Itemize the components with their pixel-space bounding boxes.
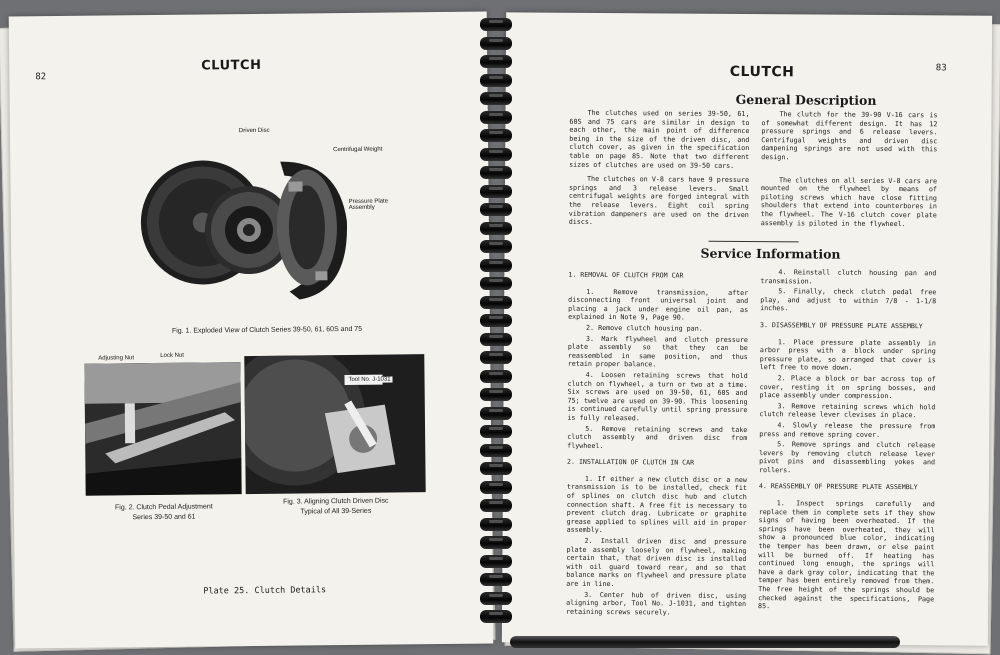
spiral-coil [480,296,512,309]
spiral-coil [480,481,512,494]
installation-step-1: 1. If either a new clutch disc or a new transmission is to be installed, check fit of splines on clutch disc hub and clutch connection shaft. A free fit is necessary to prevent clutch drag. Lubricate or graphite grease applied to splines will aid in proper assembly. [566,474,747,535]
label-driven-disc: Driven Disc [238,127,270,135]
spiral-coil [480,573,512,586]
page-header: CLUTCH [201,57,262,74]
general-description-left-column [569,109,750,234]
service-information-title: Service Information [700,245,841,262]
spiral-coil [480,74,512,87]
spiral-coil [480,536,512,549]
fig2-pedal-adjustment-image [84,362,241,496]
left-page [9,12,494,649]
general-description-right-column [761,110,938,234]
general-description-title: General Description [735,91,877,108]
label-pressure-plate-text: Pressure Plate Assembly [348,198,389,211]
spiral-coil-highlight [489,390,503,393]
spiral-coil-highlight [489,39,503,42]
label-lock-nut: Lock Nut [160,352,184,359]
pen [510,636,900,648]
gd-paragraph-1: The clutches used on series 39-50, 61, 60S and 75 cars are similar in design to each other, the main point of difference being in the size of the driven disc, and clutch cover, as given in the specification table on page 85. Note that two different sizes of clutches are used on 39-50 cars. [569,108,750,170]
gd-paragraph-3: The clutch for the 39-90 V-16 cars is of somewhat different design. It has 12 pressure springs and 6 release levers. Centrifugal weights and driven disc dampening springs are not used with this design. [761,110,938,162]
spiral-coil [480,462,512,475]
label-centrifugal-weight: Centrifugal Weight [333,146,383,154]
spiral-coil-highlight [489,372,503,375]
spiral-coil-highlight [489,224,503,227]
reassembly-section-title: 4. REASSEMBLY OF PRESSURE PLATE ASSEMBLY [758,482,918,492]
spiral-coil [480,444,512,457]
spiral-coil-highlight [489,483,503,486]
spiral-coil-highlight [489,57,503,60]
spiral-coil-highlight [489,76,503,79]
spiral-coil-highlight [489,279,503,282]
removal-step-5: 5. Remove retaining screws and take clutch assembly and driven disc from flywheel. [567,424,748,450]
spiral-coil [480,222,512,235]
fig3-caption-line2: Typical of All 39-Series [300,507,372,516]
spiral-coil [480,351,512,364]
installation-section-title: 2. INSTALLATION OF CLUTCH IN CAR [567,458,695,467]
fig2-caption-line2: Series 39-50 and 61 [132,513,196,522]
disassembly-step-2: 2. Place a block or bar across top of cover, resting it on spring bosses, and place assembly under compression. [759,374,936,401]
fig2-caption-line1: Fig. 2. Clutch Pedal Adjustment [114,503,213,512]
installation-step-2: 2. Install driven disc and pressure plate assembly loosely on flywheel, making certain that, that driven disc is installed with oil guard toward rear, and so that balance marks on flywheel and pressure plate are in line. [566,536,747,589]
spiral-coil [480,185,512,198]
reassembly-step-1: 1. Inspect springs carefully and replace them in complete sets if they show signs of having been overheated. If the springs have been overheated, they will show a pronounced blue color, indicating the temper has been drawn, or else paint will be burned off. If heating has continued long enough, the springs will have a dark gray color, indicating that the temper has been entirely removed from them. The free height of the springs should be checked against the specifications, Page 85. [758,499,935,611]
label-pressure-plate [349,198,403,211]
spiral-coil [480,37,512,50]
spiral-coil [480,407,512,420]
disassembly-step-4: 4. Slowly release the pressure from press and remove spring cover. [759,421,936,439]
spiral-coil-highlight [489,168,503,171]
spiral-coil [480,259,512,272]
spiral-coil-highlight [489,316,503,319]
spiral-coil-highlight [489,464,503,467]
page-number: 82 [35,72,47,83]
spiral-coil-highlight [489,113,503,116]
spiral-coil-highlight [489,538,503,541]
spiral-coil-highlight [489,520,503,523]
removal-step-2: 2. Remove clutch housing pan. [585,323,703,333]
spiral-coil [480,555,512,568]
spiral-coil [480,92,512,105]
spiral-coil [480,55,512,68]
fig1-caption: Fig. 1. Exploded View of Clutch Series 39-50, 61, 60S and 75 [171,325,363,335]
spiral-coil [480,592,512,605]
disassembly-step-5: 5. Remove springs and clutch release levers by removing clutch release lever pivot pins and disassembling yokes and rollers. [758,440,936,475]
spiral-coil [480,425,512,438]
page-number: 83 [935,63,947,74]
removal-step-1: 1. Remove transmission, after disconnecting front universal joint and placing a jack under engine oil pan, as explained in Note 9, Page 90. [568,287,749,322]
spiral-coil-highlight [489,427,503,430]
spiral-coil-highlight [489,20,503,23]
disassembly-step-1: 1. Place pressure plate assembly in arbor press with a block under spring pressure plate, so arranged that cover is left free to move down. [759,337,936,373]
removal-step-3: 3. Mark flywheel and clutch pressure plate assembly so that they can be reassembled in same position, and thus retain proper balance. [567,334,748,369]
spiral-coil [480,18,512,31]
spiral-coil [480,129,512,142]
spiral-coil [480,240,512,253]
spiral-coil-highlight [489,353,503,356]
spiral-coil [480,314,512,327]
fig3-caption-line1: Fig. 3. Aligning Clutch Driven Disc [283,497,389,506]
spiral-coil [480,203,512,216]
installation-step-4: 4. Reinstall clutch housing pan and transmission. [760,268,937,286]
spiral-coil-highlight [489,94,503,97]
spiral-coil [480,333,512,346]
disassembly-step-3: 3. Remove retaining screws which hold clutch release lever clevises in place. [759,401,936,420]
spiral-coil [480,388,512,401]
label-adjusting-nut: Adjusting Nut [98,355,135,362]
service-info-right-column [758,268,936,614]
label-tool-number: Tool No. J-1031 [348,376,391,383]
spiral-coil-highlight [489,557,503,560]
spiral-coil [480,610,512,623]
removal-section-title: 1. REMOVAL OF CLUTCH FROM CAR [568,270,684,280]
installation-step-3: 3. Center hub of driven disc, using aligning arbor, Tool No. J-1031, and tighten retaining screws securely. [565,590,747,617]
plate-caption: Plate 25. Clutch Details [203,585,327,597]
spiral-coil-highlight [489,501,503,504]
service-info-left-column [566,263,748,620]
spiral-coil-highlight [489,612,503,615]
spiral-coil [480,499,512,512]
spiral-coil-highlight [489,187,503,190]
spiral-coil-highlight [489,409,503,412]
spiral-binding [474,18,518,630]
spiral-coil [480,111,512,124]
disassembly-section-title: 3. DISASSEMBLY OF PRESSURE PLATE ASSEMBLY [759,321,923,331]
spiral-coil [480,277,512,290]
spiral-coil-highlight [489,242,503,245]
spiral-coil-highlight [489,205,503,208]
section-divider [709,241,799,243]
spiral-coil [480,518,512,531]
spiral-coil-highlight [489,261,503,264]
removal-step-4: 4. Loosen retaining screws that hold clutch on flywheel, a turn or two at a time. Six screws are used on 39-50, 61, 60S and 75; twelve are used on 39-90. This loosening is continued carefully until spring pressure is fully released. [567,370,748,423]
fig3-aligning-disc-image [244,354,425,494]
right-page [502,12,992,645]
spiral-coil-highlight [489,131,503,134]
spiral-coil-highlight [489,150,503,153]
spiral-coil [480,148,512,161]
gd-paragraph-2: The clutches on V-8 cars have 9 pressure springs and 3 release levers. Small centrifugal weights are forged integral with the release levers. Eight coil spring vibration dampeners are used on the driven discs. [568,175,750,227]
spiral-coil-highlight [489,298,503,301]
spiral-coil [480,370,512,383]
spiral-coil [480,166,512,179]
spiral-coil-highlight [489,446,503,449]
gd-paragraph-4: The clutches on all series V-8 cars are mounted on the flywheel by means of piloting screws which have close fitting shoulders that extend into counterbores in the flywheel. The V-16 clutch cover plate assembly is piloted in the flywheel. [760,175,938,228]
page-header: CLUTCH [729,63,795,81]
fig1-exploded-clutch-image [138,121,366,319]
installation-step-5: 5. Finally, check clutch pedal free play, and adjust to within 7/8 - 1-1/8 inches. [760,287,937,313]
spiral-coil-highlight [489,594,503,597]
spiral-coil-highlight [489,335,503,338]
spiral-coil-highlight [489,575,503,578]
